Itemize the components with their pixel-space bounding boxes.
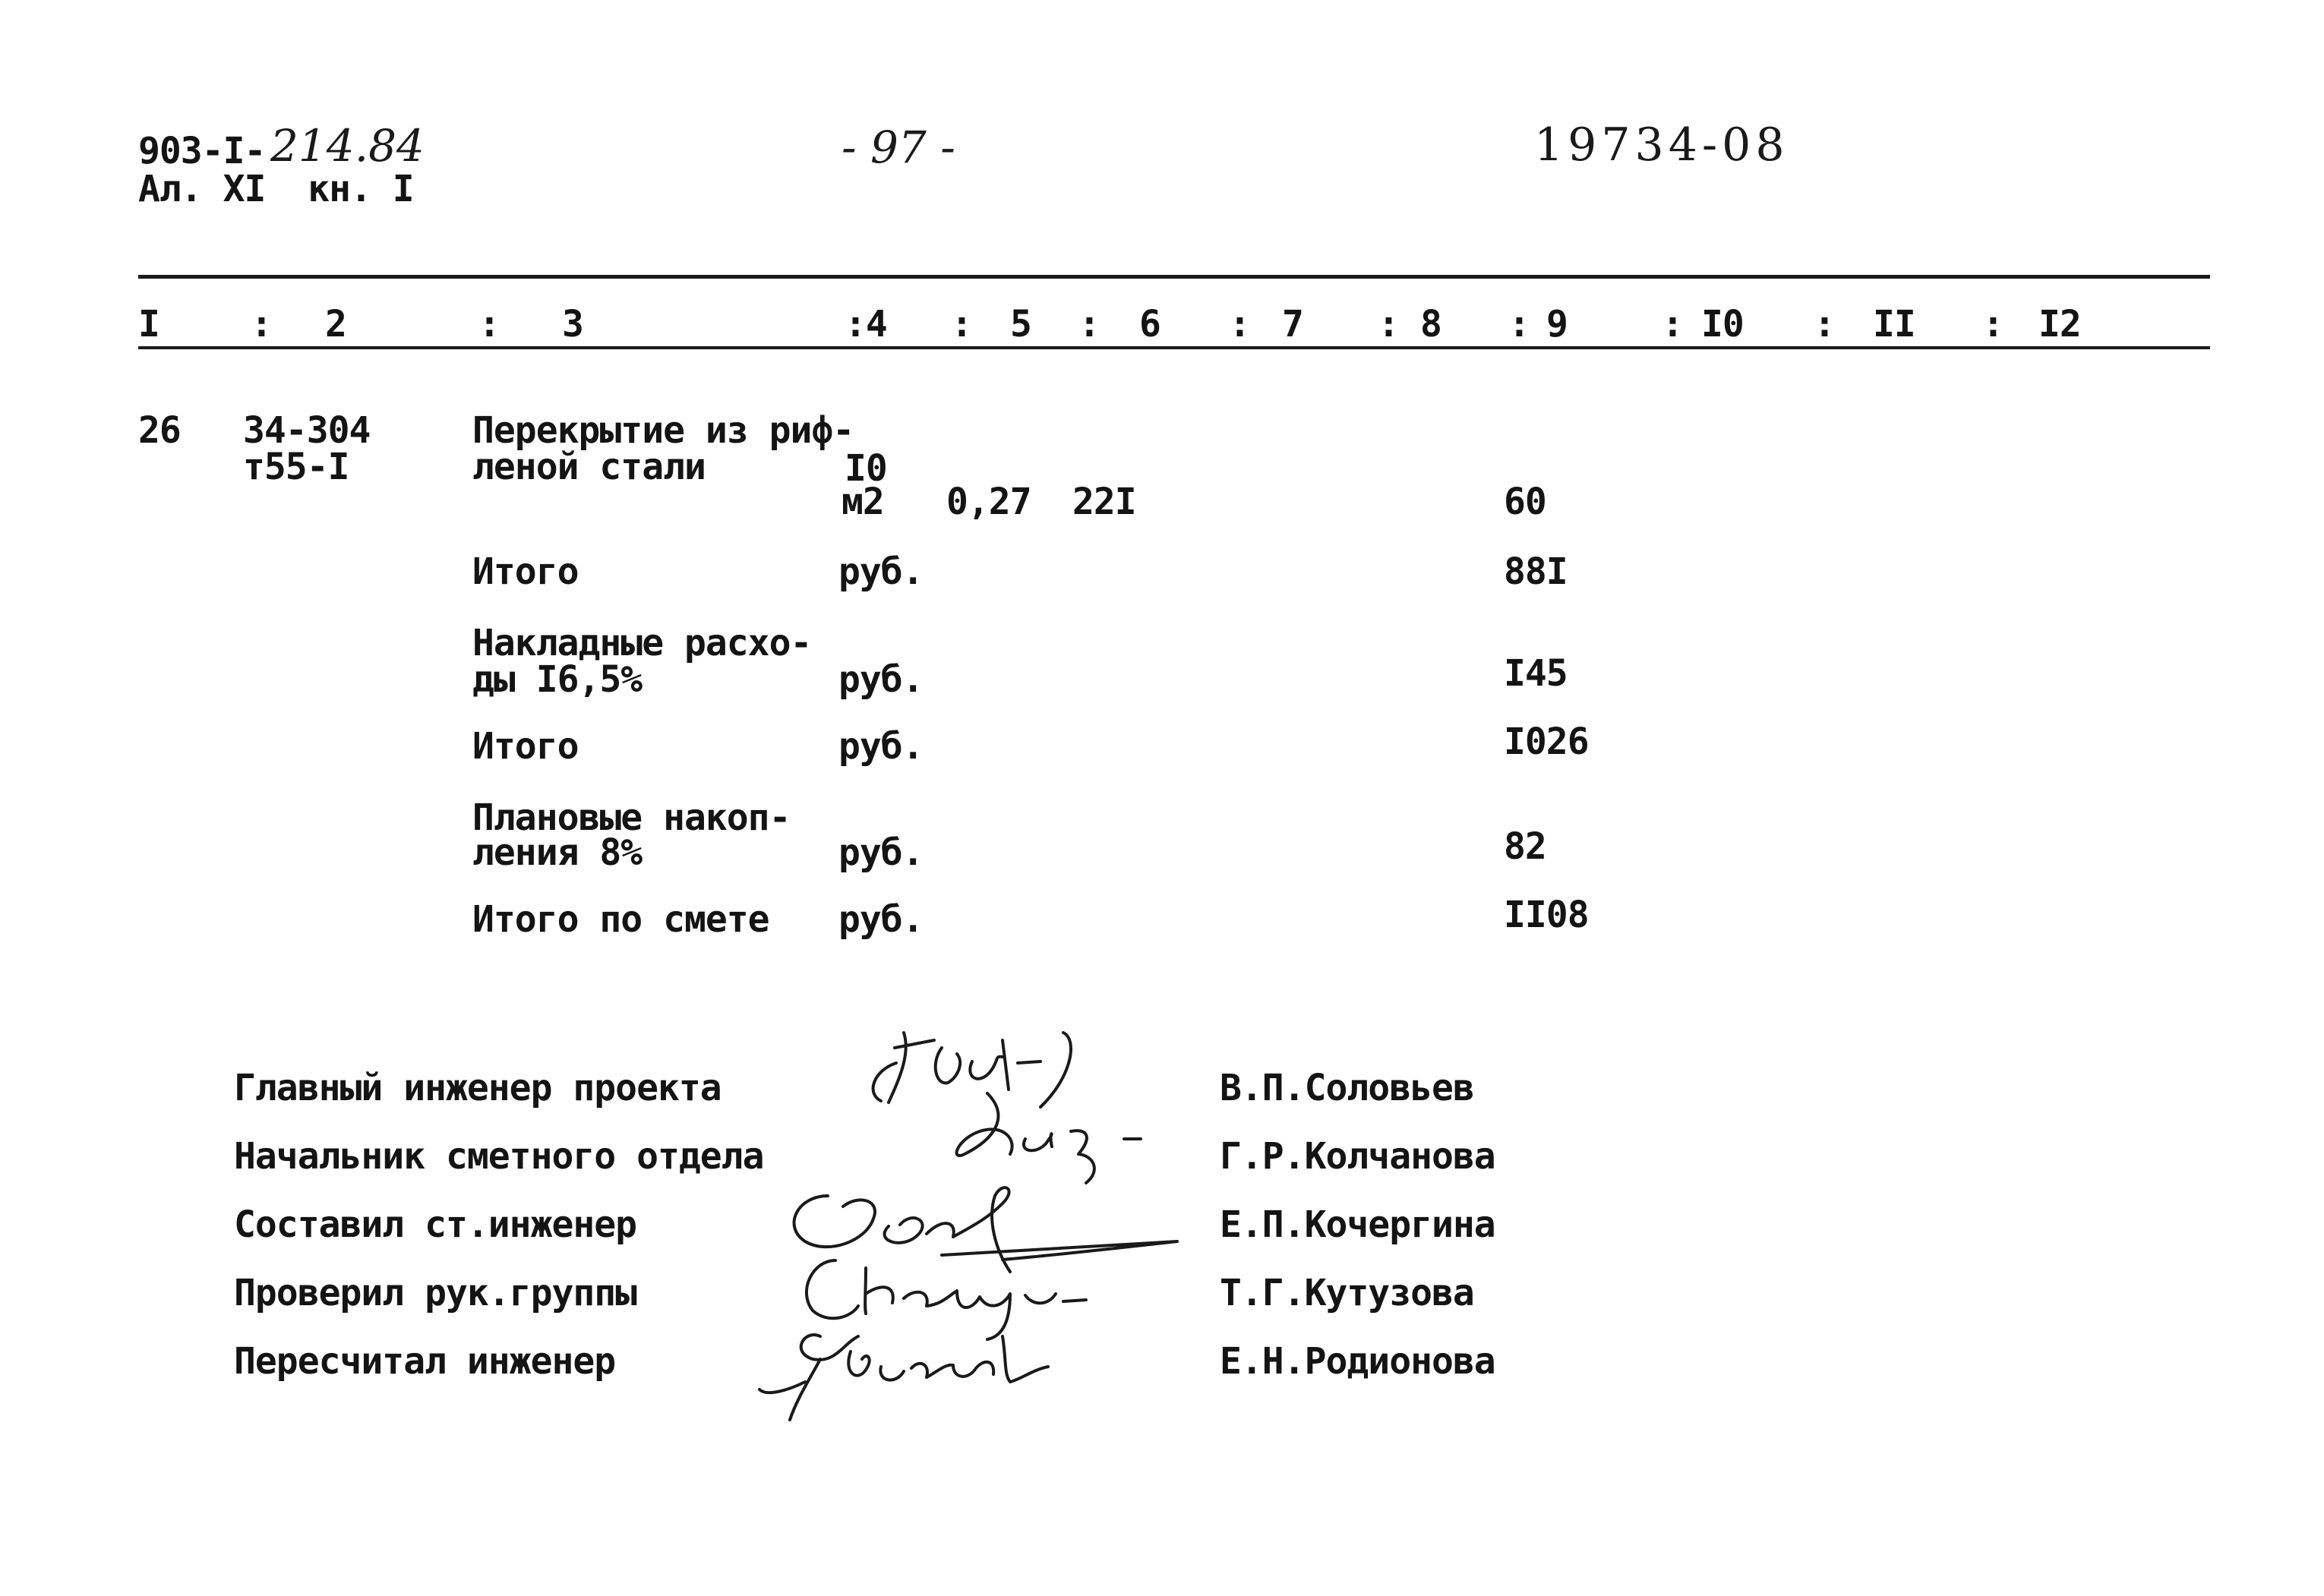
col-sep: : (1229, 303, 1250, 345)
signer-name: В.П.Соловьев (1220, 1067, 1474, 1109)
planned-savings-unit: руб. (838, 831, 924, 874)
col-sep: : (1378, 303, 1399, 345)
signer-name: Т.Г.Кутузова (1220, 1272, 1474, 1314)
signer-position: Пересчитал инженер (234, 1340, 616, 1383)
col6-value: 22I (1072, 481, 1136, 523)
norm-code-line2: т55-I (243, 446, 349, 488)
unit: м2 (842, 481, 884, 523)
description-line2: леной стали (472, 446, 706, 488)
col-header-5: 5 (1010, 303, 1031, 345)
signer-name: Г.Р.Колчанова (1220, 1135, 1495, 1178)
col-header-1: I (138, 303, 159, 345)
col-sep: : (1508, 303, 1530, 345)
header-bottom-rule (138, 346, 2210, 349)
col-sep: : (1078, 303, 1100, 345)
document-code-handwritten: 214.84 (270, 120, 425, 172)
col-sep: : (1982, 303, 2004, 345)
col-header-6: 6 (1139, 303, 1160, 345)
subtotal-value: I026 (1504, 721, 1589, 763)
subtotal-label: Итого (472, 725, 579, 768)
page-number: - 97 - (842, 121, 955, 173)
description-line1: Перекрытие из риф- (472, 409, 854, 452)
album-line: Ал. XI кн. I (138, 168, 414, 210)
col-header-11: II (1873, 303, 1915, 345)
norm-code-line1: 34-304 (243, 409, 371, 452)
col-header-7: 7 (1282, 303, 1303, 345)
inventory-number: 19734-08 (1534, 118, 1789, 172)
document-code: 903-I- (138, 130, 266, 172)
col-sep: : (1662, 303, 1683, 345)
col-header-3: 3 (562, 303, 583, 345)
planned-savings-label-line2: ления 8% (472, 831, 643, 874)
signer-position: Составил ст.инженер (234, 1203, 637, 1246)
col9-value: 60 (1504, 481, 1546, 523)
entry-number: 26 (138, 409, 181, 452)
col-header-12: I2 (2038, 303, 2081, 345)
col-sep: : (478, 303, 500, 345)
overhead-label-line1: Накладные расхо- (472, 622, 812, 664)
signer-position: Начальник сметного отдела (234, 1135, 764, 1178)
col-sep: : (951, 303, 972, 345)
quantity: I0 (845, 447, 887, 490)
grand-total-value: II08 (1504, 894, 1589, 936)
signer-name: Е.Н.Родионова (1220, 1340, 1495, 1383)
col-sep: : (251, 303, 272, 345)
planned-savings-label-line1: Плановые накоп- (472, 796, 791, 839)
col-sep: : (1814, 303, 1835, 345)
col-header-2: 2 (325, 303, 346, 345)
total-unit: руб. (838, 550, 924, 593)
signer-position: Проверил рук.группы (234, 1272, 637, 1314)
grand-total-label: Итого по смете (472, 898, 769, 941)
overhead-unit: руб. (838, 658, 924, 701)
col-header-8: 8 (1420, 303, 1441, 345)
col-header-4: :4 (845, 303, 887, 345)
col-header-10: I0 (1701, 303, 1744, 345)
planned-savings-value: 82 (1504, 825, 1546, 868)
col-header-9: 9 (1546, 303, 1568, 345)
header-top-rule (138, 275, 2210, 279)
total-value: 88I (1504, 550, 1568, 593)
unit-price: 0,27 (946, 481, 1031, 523)
overhead-label-line2: ды I6,5% (472, 658, 643, 701)
signature-recalculator (744, 1306, 1094, 1427)
total-label: Итого (472, 550, 579, 593)
grand-total-unit: руб. (838, 898, 924, 941)
subtotal-unit: руб. (838, 725, 924, 768)
signer-position: Главный инженер проекта (234, 1067, 722, 1109)
overhead-value: I45 (1504, 652, 1568, 695)
signer-name: Е.П.Кочергина (1220, 1203, 1495, 1246)
